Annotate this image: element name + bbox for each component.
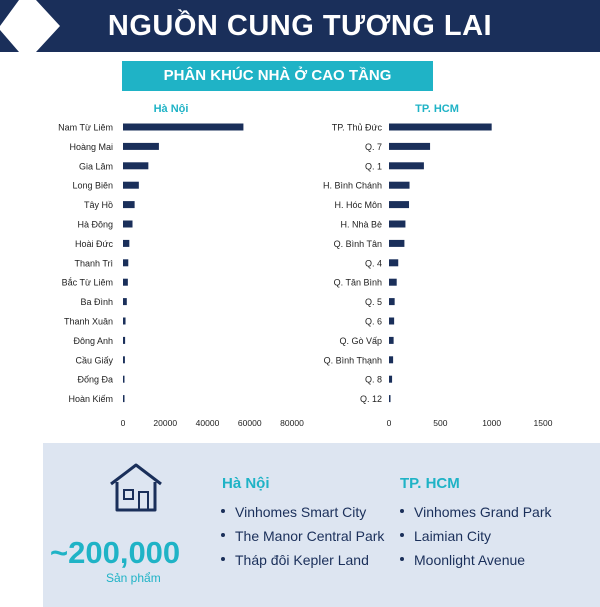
hcm-project-item <box>400 552 525 568</box>
total-supply-value: ~200,000 <box>50 535 181 570</box>
hanoi-category-label: Hà Đông <box>77 219 113 230</box>
hanoi-project-label: The Manor Central Park <box>235 528 385 544</box>
bullet-icon <box>400 509 404 513</box>
hcm-category-label: Q. 8 <box>364 374 382 385</box>
hcm-project-label: Vinhomes Grand Park <box>414 504 552 520</box>
hcm-bar <box>389 298 395 305</box>
hanoi-category-label: Cầu Giấy <box>75 355 113 366</box>
hanoi-category-label: Bắc Từ Liêm <box>61 277 113 288</box>
hcm-project-item <box>400 504 551 520</box>
hcm-category-label: H. Bình Chánh <box>322 180 382 191</box>
hanoi-category-label: Hoài Đức <box>74 238 113 249</box>
hcm-chart-title: TP. HCM <box>415 103 459 115</box>
hcm-bar <box>389 240 404 247</box>
hanoi-project-item <box>221 528 384 544</box>
hcm-category-label: H. Hóc Môn <box>334 200 382 211</box>
hanoi-bar <box>123 337 125 344</box>
hcm-project-item <box>400 528 491 544</box>
hcm-projects-title: TP. HCM <box>400 475 460 492</box>
hanoi-bar <box>123 298 127 305</box>
total-supply-unit: Sản phẩm <box>106 571 161 585</box>
hcm-bar <box>389 124 492 131</box>
hanoi-bar <box>123 182 139 189</box>
hcm-category-label: Q. Bình Thạnh <box>323 355 382 366</box>
bullet-icon <box>221 557 225 561</box>
hcm-bar <box>389 356 393 363</box>
bullet-icon <box>221 509 225 513</box>
hanoi-bar <box>123 240 129 247</box>
hanoi-category-label: Gia Lâm <box>78 161 113 172</box>
hanoi-bar <box>123 124 243 131</box>
hanoi-chart-title: Hà Nội <box>153 103 189 115</box>
hanoi-bar <box>123 162 148 169</box>
hanoi-category-label: Nam Từ Liêm <box>58 122 113 133</box>
hcm-category-label: H. Nhà Bè <box>340 219 382 230</box>
hcm-project-label: Laimian City <box>414 528 492 544</box>
hanoi-category-label: Hoàng Mai <box>69 141 113 152</box>
hanoi-project-label: Vinhomes Smart City <box>235 504 367 520</box>
hanoi-category-label: Long Biên <box>72 180 113 191</box>
hcm-bar <box>389 182 410 189</box>
hcm-bar <box>389 259 398 266</box>
hcm-category-label: Q. 5 <box>364 297 382 308</box>
hanoi-x-tick-label: 60000 <box>237 418 262 428</box>
hanoi-bar <box>123 356 125 363</box>
hcm-x-tick-label: 0 <box>386 418 392 428</box>
house-icon <box>108 462 164 514</box>
hcm-category-label: TP. Thủ Đức <box>331 122 382 133</box>
hanoi-project-label: Tháp đôi Kepler Land <box>235 552 369 568</box>
hcm-bar <box>389 376 392 383</box>
hcm-bar <box>389 201 409 208</box>
hanoi-category-label: Đống Đa <box>77 374 113 385</box>
hcm-bar <box>389 279 397 286</box>
hcm-bar <box>389 337 394 344</box>
hanoi-category-label: Tây Hồ <box>83 200 113 211</box>
hcm-category-label: Q. Bình Tân <box>333 238 382 249</box>
hcm-bar <box>389 143 430 150</box>
hanoi-projects-title: Hà Nội <box>222 475 270 492</box>
hanoi-x-tick-label: 80000 <box>280 418 304 428</box>
hcm-category-label: Q. 6 <box>364 316 382 327</box>
hanoi-project-item <box>221 552 369 568</box>
hcm-category-label: Q. 12 <box>359 394 382 405</box>
hcm-x-tick-label: 1500 <box>533 418 553 428</box>
hanoi-x-tick-label: 20000 <box>153 418 178 428</box>
hcm-x-tick-label: 500 <box>433 418 448 428</box>
hanoi-bar <box>123 395 125 402</box>
hanoi-bar <box>123 201 135 208</box>
hcm-bar <box>389 318 394 325</box>
hcm-bar <box>389 395 391 402</box>
hanoi-category-label: Hoàn Kiếm <box>68 394 113 405</box>
bullet-icon <box>400 557 404 561</box>
hanoi-bar <box>123 259 128 266</box>
hanoi-bar <box>123 376 125 383</box>
hanoi-x-tick-label: 0 <box>120 418 126 428</box>
page-title: NGUỒN CUNG TƯƠNG LAI <box>107 10 493 42</box>
hanoi-x-tick-label: 40000 <box>195 418 220 428</box>
hanoi-category-label: Đông Anh <box>73 335 113 346</box>
hanoi-bar <box>123 221 133 228</box>
hanoi-bar <box>123 143 159 150</box>
hanoi-bar <box>123 279 128 286</box>
hanoi-project-item <box>221 504 366 520</box>
hcm-project-label: Moonlight Avenue <box>414 552 526 568</box>
hcm-category-label: Q. 4 <box>364 258 382 269</box>
hanoi-bar <box>123 318 126 325</box>
hanoi-category-label: Thanh Xuân <box>63 316 113 327</box>
hcm-category-label: Q. 1 <box>364 161 382 172</box>
hcm-category-label: Q. 7 <box>364 141 382 152</box>
bullet-icon <box>221 533 225 537</box>
hanoi-category-label: Thanh Trì <box>74 258 113 269</box>
hanoi-category-label: Ba Đình <box>80 297 113 308</box>
hcm-bar <box>389 162 424 169</box>
hcm-bar <box>389 221 405 228</box>
hcm-x-tick-label: 1000 <box>482 418 502 428</box>
bullet-icon <box>400 533 404 537</box>
hcm-category-label: Q. Gò Vấp <box>339 335 382 346</box>
hcm-category-label: Q. Tân Bình <box>333 277 382 288</box>
section-subtitle: PHÂN KHÚC NHÀ Ở CAO TẦNG <box>122 61 433 91</box>
